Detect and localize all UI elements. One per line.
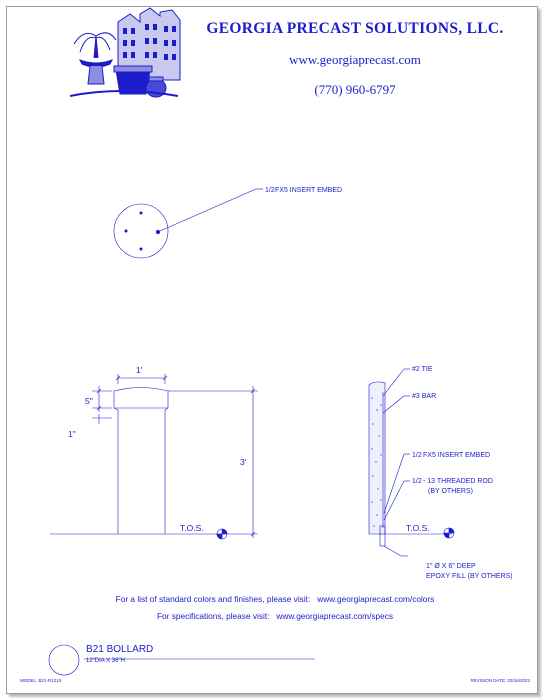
- notes-section: [0, 591, 550, 625]
- tie-label: #2 TIE: [412, 366, 433, 373]
- plan-insert-fraction: 1/2: [265, 187, 275, 194]
- section-insert-fraction: 1/2: [412, 452, 422, 459]
- company-header: [190, 20, 520, 98]
- revision-date: REVISION DATE: 03/16/2022: [470, 678, 530, 683]
- plan-view: [114, 189, 263, 258]
- rod-fraction: 1/2: [412, 478, 422, 485]
- plan-leader-line: [160, 189, 256, 231]
- reveal-dimension-label: 1": [68, 429, 76, 439]
- section-profile: [369, 382, 385, 534]
- width-dimension-label: 1': [136, 365, 143, 375]
- title-block-circle: [49, 645, 79, 675]
- bollard-cap: [114, 388, 168, 409]
- specs-link[interactable]: www.georgiaprecast.com/specs: [276, 611, 394, 621]
- model-number: MODEL: B21-R1210: [20, 678, 62, 683]
- colors-note: [0, 591, 550, 608]
- colors-note-text: For a list of standard colors and finishes, please visit:: [115, 594, 311, 604]
- cap-dimension-label: 5": [85, 396, 93, 406]
- company-name: GEORGIA PRECAST SOLUTIONS, LLC.: [206, 20, 504, 37]
- elevation-tos-label: T.O.S.: [180, 523, 204, 533]
- drawing-subtitle: 12"DIA X 36"H: [86, 658, 125, 664]
- company-phone: (770) 960-6797: [314, 82, 396, 97]
- specs-note-text: For specifications, please visit:: [156, 611, 270, 621]
- company-website[interactable]: www.georgiaprecast.com: [289, 52, 421, 67]
- rod-by-label: (BY OTHERS): [428, 488, 473, 495]
- epoxy-label-line1: 1" Ø X 6" DEEP: [426, 563, 476, 570]
- section-insert-label: FX5 INSERT EMBED: [423, 452, 491, 459]
- epoxy-label-line2: EPOXY FILL (BY OTHERS): [426, 573, 513, 580]
- specs-note: [0, 608, 550, 625]
- bar-label: #3 BAR: [412, 393, 437, 400]
- section-tos-label: T.O.S.: [406, 523, 430, 533]
- drawing-title: B21 BOLLARD: [86, 644, 154, 655]
- rod-label: - 13 THREADED ROD: [423, 478, 493, 485]
- elevation-view: [50, 374, 258, 539]
- height-dimension-label: 3': [240, 457, 247, 467]
- colors-link[interactable]: www.georgiaprecast.com/colors: [317, 594, 435, 604]
- company-logo: [70, 8, 180, 97]
- plan-insert-label: FX5 INSERT EMBED: [275, 187, 343, 194]
